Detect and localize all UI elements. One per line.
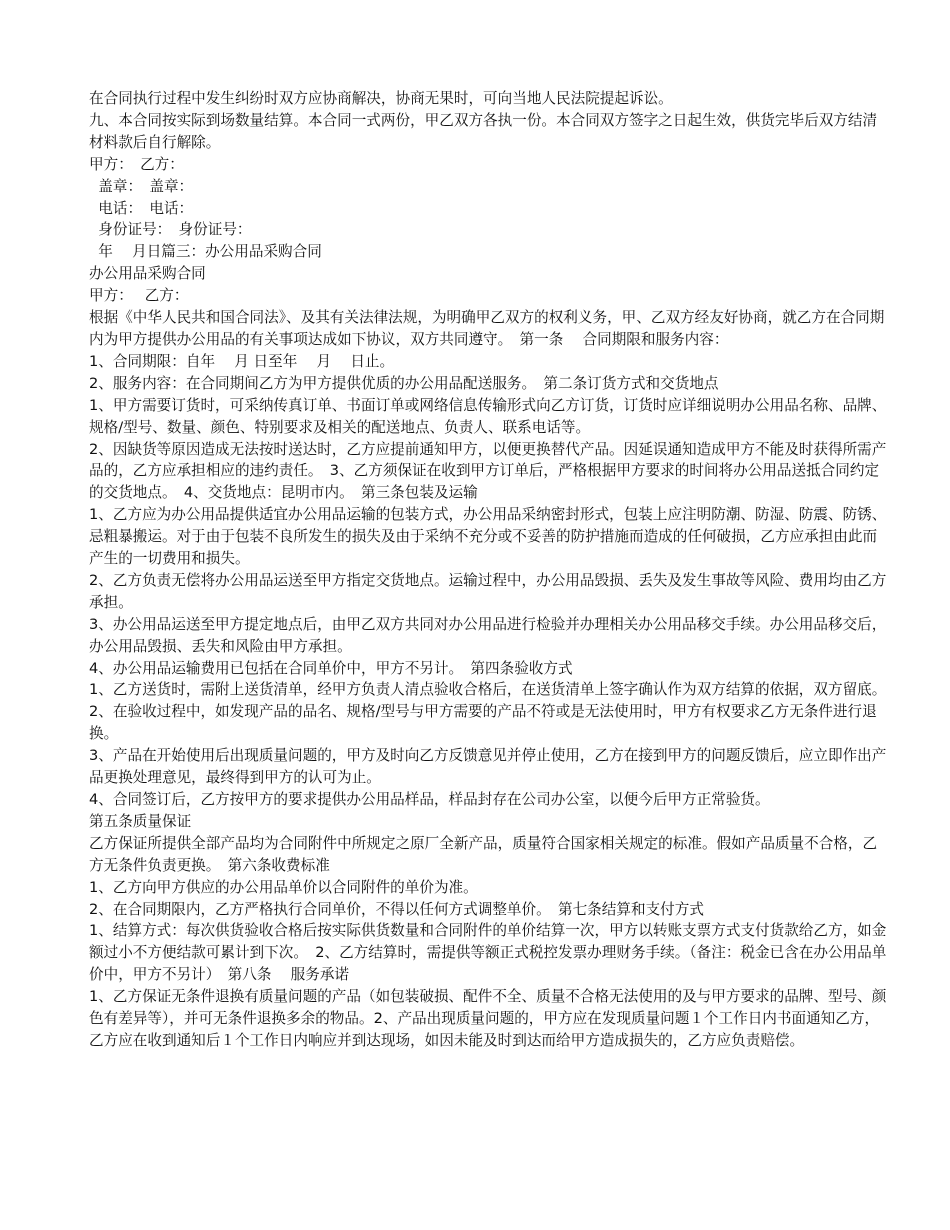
paragraph: 1、结算方式：每次供货验收合格后按实际供货数量和合同附件的单价结算一次，甲方以转账支票方式支付货款给乙方，如金额过小不方便结款可累计到下次。 2、乙方结算时，需提供等额正式税控发票办理财务手续。（备注：税金已含在办公用品单价中，甲方不另计） 第八条 服务承诺 [89,922,887,984]
parties-line: 甲方： 乙方： [89,287,189,305]
paragraph: 4、办公用品运输费用已包括在合同单价中，甲方不另计。 第四条验收方式 [89,659,573,677]
paragraph: 2、乙方负责无偿将办公用品运送至甲方指定交货地点。运输过程中，办公用品毁损、丢失及发生事故等风险、费用均由乙方承担。 [89,571,887,611]
signature-line-phone: 电话： 电话： [89,199,194,217]
contract-title: 办公用品采购合同 [89,265,206,283]
signature-line-id: 身份证号： 身份证号： [89,221,252,239]
paragraph: 1、乙方送货时，需附上送货清单，经甲方负责人清点验收合格后，在送货清单上签字确认作为双方结算的依据，双方留底。 [89,681,887,699]
paragraph: 1、乙方保证无条件退换有质量问题的产品（如包装破损、配件不全、质量不合格无法使用的及与甲方要求的品牌、型号、颜色有差异等），并可无条件退换多余的物品。2、产品出现质量问题的，甲方应在发现质量问题１个工作日内书面通知乙方，乙方应在收到通知后１个工作日内响应并到达现场，如因未能及时到达而给甲方造成损失的，乙方应负责赔偿。 [89,988,887,1049]
signature-line-parties: 甲方： 乙方： [89,155,184,173]
section-heading: 年 月日篇三：办公用品采购合同 [89,243,322,261]
paragraph: 1、合同期限：自年 月 日至年 月 日止。 [89,352,395,370]
paragraph: 2、因缺货等原因造成无法按时送达时，乙方应提前通知甲方，以便更换替代产品。因延误通知造成甲方不能及时获得所需产品的，乙方应承担相应的违约责任。 3、乙方须保证在收到甲方订单后，严格根据甲方要求的时间将办公用品送抵合同约定的交货地点。 4、交货地点：昆明市内。 第三条包装及运输 [89,440,887,502]
signature-line-seal: 盖章： 盖章： [89,177,194,195]
paragraph: 2、服务内容：在合同期间乙方为甲方提供优质的办公用品配送服务。 第二条订货方式和交货地点 [89,374,719,392]
paragraph: 2、在验收过程中，如发现产品的品名、规格/型号与甲方需要的产品不符或是无法使用时，甲方有权要求乙方无条件进行退换。 [89,703,877,743]
paragraph: 乙方保证所提供全部产品均为合同附件中所规定之原厂全新产品，质量符合国家相关规定的标准。假如产品质量不合格，乙方无条件负责更换。 第六条收费标准 [89,834,878,874]
paragraph: 1、甲方需要订货时，可采纳传真订单、书面订单或网络信息传输形式向乙方订货，订货时应详细说明办公用品名称、品牌、规格/型号、数量、颜色、特别要求及相关的配送地点、负责人、联系电话等。 [89,396,887,436]
paragraph: 九、本合同按实际到场数量结算。本合同一式两份，甲乙双方各执一份。本合同双方签字之日起生效，供货完毕后双方结清材料款后自行解除。 [89,111,878,151]
paragraph: 2、在合同期限内，乙方严格执行合同单价，不得以任何方式调整单价。 第七条结算和支付方式 [89,900,704,918]
section-heading: 第五条质量保证 [89,812,192,830]
paragraph: 4、合同签订后，乙方按甲方的要求提供办公用品样品，样品封存在公司办公室，以便今后甲方正常验货。 [89,791,770,808]
paragraph: 3、产品在开始使用后出现质量问题的，甲方及时向乙方反馈意见并停止使用，乙方在接到甲方的问题反馈后，应立即作出产品更换处理意见，最终得到甲方的认可为止。 [89,747,887,787]
paragraph: 在合同执行过程中发生纠纷时双方应协商解决，协商无果时，可向当地人民法院提起诉讼。 [89,90,673,107]
paragraph: 根据《中华人民共和国合同法》、及其有关法律法规，为明确甲乙双方的权利义务，甲、乙双方经友好协商，就乙方在合同期内为甲方提供办公用品的有关事项达成如下协议，双方共同遵守。 第一条 合同期限和服务内容： [89,309,885,348]
paragraph: 3、办公用品运送至甲方提定地点后，由甲乙双方共同对办公用品进行检验并办理相关办公用品移交手续。办公用品移交后，办公用品毁损、丢失和风险由甲方承担。 [89,615,887,655]
paragraph: 1、乙方应为办公用品提供适宜办公用品运输的包装方式，办公用品采纳密封形式，包装上应注明防潮、防湿、防震、防锈、忌粗暴搬运。对于由于包装不良所发生的损失及由于采纳不充分或不妥善的防护措施而造成的任何破损，乙方应承担由此而产生的一切费用和损失。 [89,506,887,568]
paragraph: 1、乙方向甲方供应的办公用品单价以合同附件的单价为准。 [89,878,478,896]
